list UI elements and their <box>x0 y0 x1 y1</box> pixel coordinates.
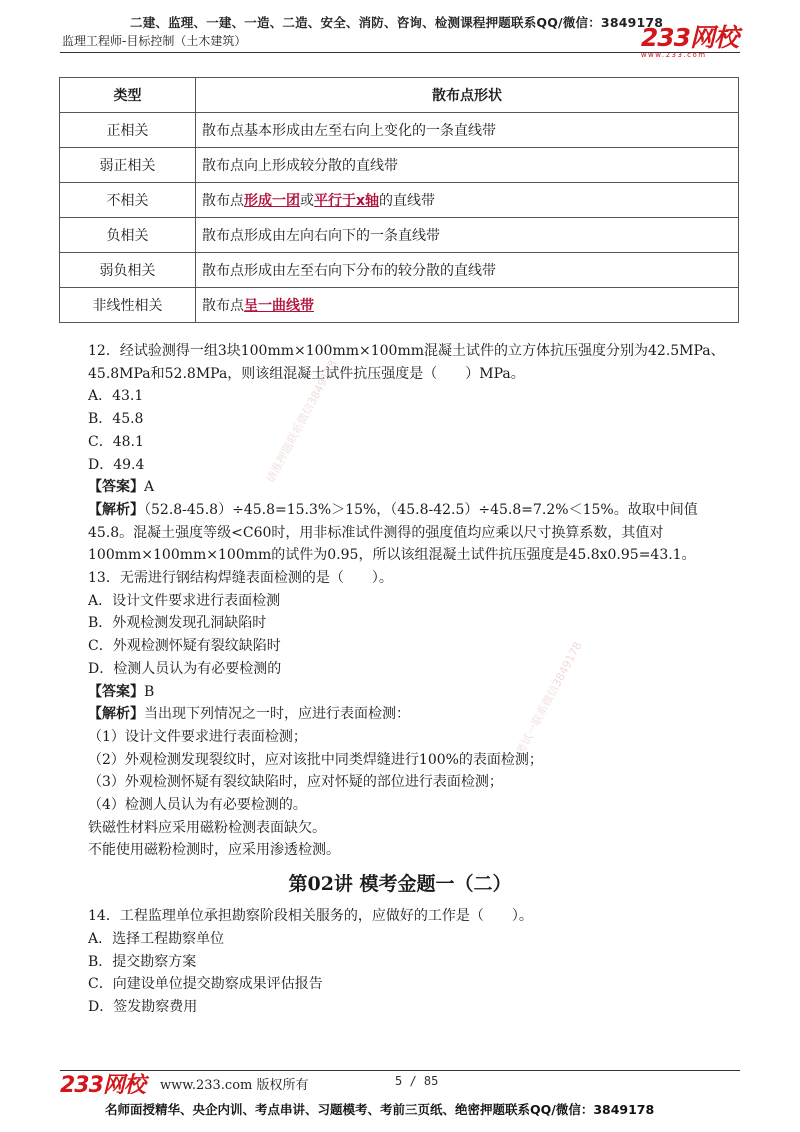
table-header-shape: 散布点形状 <box>196 78 739 113</box>
answer-tag: 【答案】 <box>88 683 144 700</box>
header-promo: 二建、监理、一建、一造、二造、安全、消防、咨询、检测课程押题联系QQ/微信：3849178 <box>130 15 664 30</box>
highlight-text: 平行于x轴 <box>314 193 380 209</box>
question-13-option: C．外观检测怀疑有裂纹缺陷时 <box>88 638 281 655</box>
footer-slogan: 名师面授精华、央企内训、考点串讲、习题模考、考前三页纸、绝密押题联系QQ/微信：3849178 <box>105 1102 655 1117</box>
table-row <box>60 113 739 148</box>
table-cell-type: 弱正相关 <box>60 148 196 183</box>
question-content <box>60 340 740 1019</box>
answer-value: A <box>144 479 155 496</box>
table-cell-desc: 散布点形成由左至右向下分布的较分散的直线带 <box>196 253 739 288</box>
answer-tag: 【答案】 <box>88 479 144 496</box>
analysis-point: （2）外观检测发现裂纹时，应对该批中同类焊缝进行100%的表面检测； <box>88 751 543 768</box>
page-number: 5 / 85 <box>395 1074 439 1088</box>
desc-text: 散布点 <box>202 298 244 314</box>
table-cell-type: 正相关 <box>60 113 196 148</box>
table-row <box>60 218 739 253</box>
analysis-text: 当出现下列情况之一时，应进行表面检测： <box>144 706 410 723</box>
question-14-option: B．提交勘察方案 <box>88 953 197 970</box>
analysis-note: 铁磁性材料应采用磁粉检测表面缺欠。 <box>88 819 326 836</box>
desc-text: 或 <box>300 193 314 209</box>
footer-logo[interactable] <box>60 1068 145 1099</box>
table-cell-desc: 散布点向上形成较分散的直线带 <box>196 148 739 183</box>
table-cell-type: 非线性相关 <box>60 288 196 323</box>
footer-rule <box>60 1070 740 1071</box>
table-cell-type: 弱负相关 <box>60 253 196 288</box>
table-row <box>60 183 739 218</box>
question-13-option: A．设计文件要求进行表面检测 <box>88 592 281 609</box>
question-12-option: C．48.1 <box>88 433 144 450</box>
logo-text: 233网校 <box>60 1073 145 1098</box>
question-13-analysis <box>60 703 740 726</box>
logo-url: www.233.com <box>640 51 707 59</box>
question-12-option: D．49.4 <box>88 456 145 473</box>
table-header-type: 类型 <box>60 78 196 113</box>
analysis-point: （1）设计文件要求进行表面检测； <box>88 728 307 745</box>
section-title: 第02讲 模考金题一（二） <box>288 873 512 896</box>
analysis-point: （3）外观检测怀疑有裂纹缺陷时，应对怀疑的部位进行表面检测； <box>88 774 503 791</box>
highlight-text: 形成一团 <box>244 193 300 209</box>
table-header-row <box>60 78 739 113</box>
document-subtitle: 监理工程师-目标控制（土木建筑） <box>62 34 247 48</box>
watermark: 请准押题联系微信3849178 <box>263 357 340 486</box>
table-cell-desc: 散布点基本形成由左至右向上变化的一条直线带 <box>196 113 739 148</box>
table-cell-type: 负相关 <box>60 218 196 253</box>
table-cell-desc <box>196 183 739 218</box>
analysis-text: （52.8-45.8）÷45.8=15.3%＞15%，（45.8-42.5）÷45.8=7.2%＜15%。故取中间值45.8。混凝土强度等级<C60时，用非标准试件测得的强度值均应乘以尺寸换算系数，其值对100mm×100mm×100mm的试件为0.95，所以该组混凝土试件抗压强度是45.8x0.95=43.1。 <box>88 501 698 564</box>
table-row <box>60 253 739 288</box>
answer-value: B <box>144 683 155 700</box>
question-13-option: D．检测人员认为有必要检测的 <box>88 660 282 677</box>
question-12-analysis <box>60 499 740 567</box>
question-12-stem: 12．经试验测得一组3块100mm×100mm×100mm混凝土试件的立方体抗压强度分别为42.5MPa、45.8MPa和52.8MPa，则该组混凝土试件抗压强度是（ ）MPa。 <box>88 343 725 382</box>
question-14-stem: 14．工程监理单位承担勘察阶段相关服务的，应做好的工作是（ ）。 <box>88 908 533 925</box>
desc-text: 散布点 <box>202 193 244 209</box>
analysis-point: （4）检测人员认为有必要检测的。 <box>88 797 307 814</box>
table-cell-desc <box>196 288 739 323</box>
question-14-option: D．签发勘察费用 <box>88 998 198 1015</box>
highlight-text: 呈一曲线带 <box>244 298 314 314</box>
table-cell-type: 不相关 <box>60 183 196 218</box>
table-row <box>60 288 739 323</box>
desc-text: 的直线带 <box>379 193 436 209</box>
analysis-tag: 【解析】 <box>88 501 144 518</box>
watermark: 考试一联系微信3849178 <box>513 639 585 758</box>
logo-text: 233网校 <box>640 23 738 52</box>
analysis-tag: 【解析】 <box>88 706 144 723</box>
table-cell-desc: 散布点形成由左向右向下的一条直线带 <box>196 218 739 253</box>
header-rule <box>60 52 740 53</box>
question-14-option: C．向建设单位提交勘察成果评估报告 <box>88 976 323 993</box>
question-13-option: B．外观检测发现孔洞缺陷时 <box>88 615 267 632</box>
question-13-stem: 13．无需进行钢结构焊缝表面检测的是（ ）。 <box>88 570 393 587</box>
question-13-answer <box>60 681 740 704</box>
question-12-answer <box>60 476 740 499</box>
question-14-option: A．选择工程勘察单位 <box>88 930 225 947</box>
table-row <box>60 148 739 183</box>
footer-copyright: www.233.com 版权所有 <box>160 1078 309 1093</box>
question-12-option: B．45.8 <box>88 411 144 428</box>
analysis-note: 不能使用磁粉检测时，应采用渗透检测。 <box>88 842 340 859</box>
question-12-option: A．43.1 <box>88 388 144 405</box>
scatter-shape-table <box>59 77 739 323</box>
